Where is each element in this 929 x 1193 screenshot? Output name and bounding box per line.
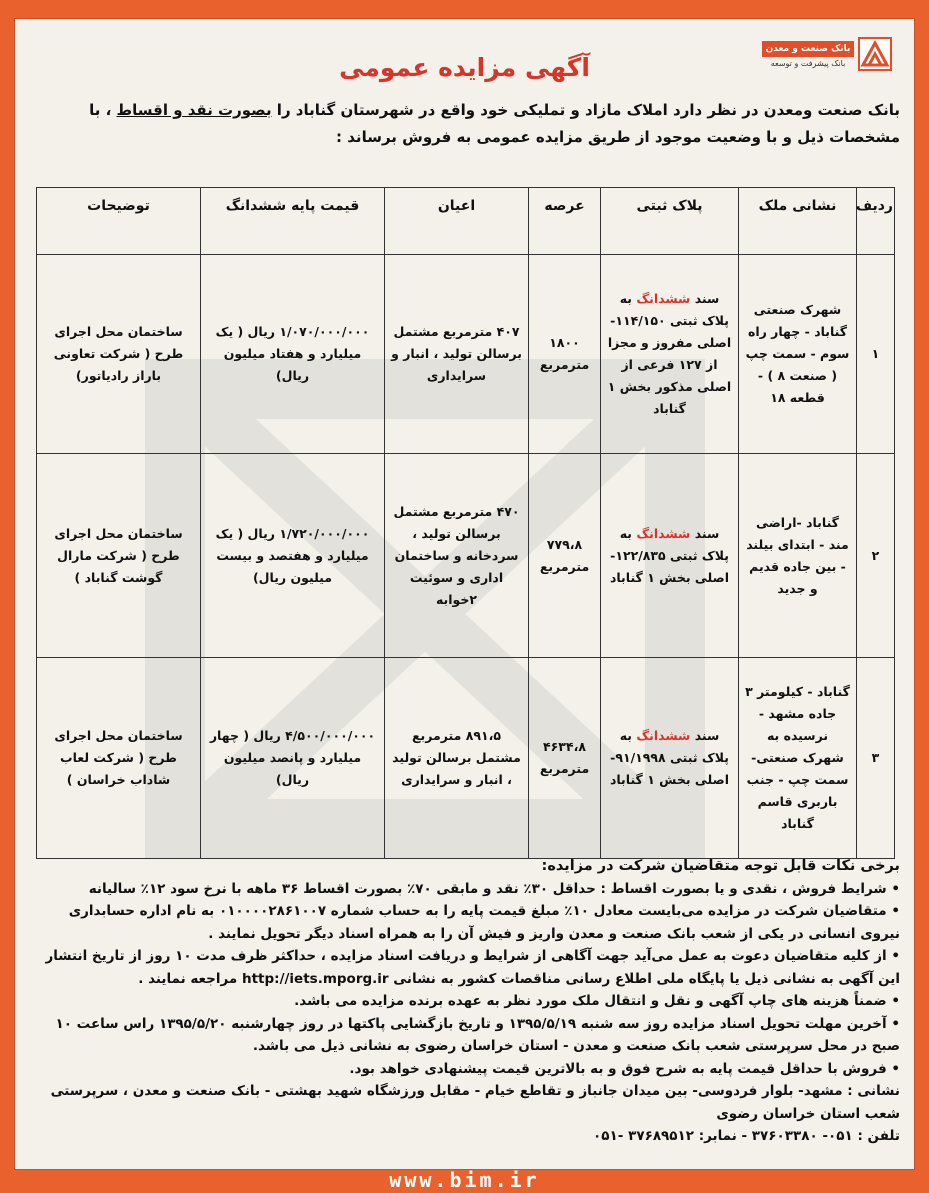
intro-text-1: بانک صنعت ومعدن در نظر دارد املاک مازاد و تملیکی خود واقع در شهرستان گناباد را xyxy=(271,101,900,119)
intro-text-2: ، با مشخصات ذیل و با وضعیت موجود از طریق مزایده عمومی به فروش برساند : xyxy=(89,101,900,146)
contact-address: نشانی : مشهد- بلوار فردوسی- بین میدان جانباز و تقاطع خیام - مقابل ورزشگاه شهید بهشتی - بانک صنعت و معدن ، سرپرستی شعب استان خراسان رضوی xyxy=(50,1083,900,1122)
plate-highlight: ششدانگ xyxy=(636,525,691,541)
cell-area: ۴۶۳۴،۸ مترمربع xyxy=(529,658,601,859)
note-item: • فروش با حداقل قیمت پایه به شرح فوق و به بالاترین قیمت پیشنهادی خواهد بود. xyxy=(349,1060,900,1077)
cell-plate xyxy=(601,255,739,454)
contact-phone: تلفن : ۰۵۱- ۳۷۶۰۳۳۸۰ - نمابر: ۳۷۶۸۹۵۱۲ -۰۵۱ xyxy=(593,1128,900,1144)
plate-highlight: ششدانگ xyxy=(636,291,691,306)
intro-underlined: بصورت نقد و اقساط xyxy=(116,101,272,119)
cell-row-no: ۳ xyxy=(857,658,895,859)
cell-building: ۴۷۰ مترمربع مشتمل برسالن تولید ، سردخانه و ساختمان اداری و سوئیت ۲خوابه xyxy=(385,454,529,658)
cell-building: ۸۹۱،۵ مترمربع مشتمل برسالن تولید ، انبار و سرایداری xyxy=(385,658,529,859)
plate-prefix: سند xyxy=(690,291,720,306)
plate-prefix: سند xyxy=(690,728,720,743)
cell-notes: ساختمان محل اجرای طرح ( شرکت مارال گوشت گناباد ) xyxy=(37,454,201,658)
cell-address: گناباد -اراضی مند - ابتدای بیلند - بین جاده قدیم و جدید xyxy=(739,454,857,658)
table-header-row xyxy=(37,188,895,255)
header-address: نشانی ملک xyxy=(739,188,857,255)
cell-address: شهرک صنعتی گناباد - چهار راه سوم - سمت چپ ( صنعت ۸ ) - قطعه ۱۸ xyxy=(739,255,857,454)
cell-row-no: ۱ xyxy=(857,255,895,454)
plate-suffix: به پلاک ثبتی ۱۲۲/۸۳۵-اصلی بخش ۱ گناباد xyxy=(609,525,730,585)
page-title: آگهی مزایده عمومی xyxy=(339,53,590,82)
table-row xyxy=(37,658,895,859)
cell-price: ۴/۵۰۰/۰۰۰/۰۰۰ ریال ( چهار میلیارد و پانصد میلیون ریال) xyxy=(201,658,385,859)
notes-heading: برخی نکات قابل توجه متقاضیان شرکت در مزایده: xyxy=(541,858,900,874)
intro-paragraph xyxy=(35,97,900,151)
cell-notes: ساختمان محل اجرای طرح ( شرکت لعاب شاداب خراسان ) xyxy=(37,658,201,859)
note-item: • شرایط فروش ، نقدی و یا بصورت اقساط : حداقل ۳۰٪ نقد و مابقی ۷۰٪ بصورت اقساط ۳۶ ماهه با نرخ سود ۱۲٪ سالیانه xyxy=(88,880,900,897)
header-price: قیمت پایه ششدانگ xyxy=(201,188,385,255)
logo-bank-name: بانک صنعت و معدن xyxy=(762,41,854,57)
notes-section xyxy=(35,855,900,1148)
advertisement-sheet xyxy=(14,18,915,1170)
plate-suffix: به پلاک ثبتی ۱۱۴/۱۵۰- اصلی مفروز و مجزا از ۱۲۷ فرعی از اصلی مذکور بخش ۱ گناباد xyxy=(607,291,732,416)
header-plate: پلاک ثبتی xyxy=(601,188,739,255)
table-row xyxy=(37,255,895,454)
cell-address: گناباد - کیلومتر ۳ جاده مشهد - نرسیده به شهرک صنعتی- سمت چپ - جنب باربری قاسم گناباد xyxy=(739,658,857,859)
property-table xyxy=(36,187,895,859)
table-row xyxy=(37,454,895,658)
header xyxy=(15,19,914,82)
cell-plate xyxy=(601,454,739,658)
cell-area: ۱۸۰۰ مترمربع xyxy=(529,255,601,454)
note-item: • ضمناً هزینه های چاپ آگهی و نقل و انتقال ملک مورد نظر به عهده برنده مزایده می باشد. xyxy=(294,993,900,1009)
note-item: • آخرین مهلت تحویل اسناد مزایده روز سه شنبه ۱۳۹۵/۵/۱۹ و تاریخ بازگشایی پاکتها در روز چهارشنبه ۱۳۹۵/۵/۲۰ راس ساعت ۱۰ صبح در محل سرپرستی شعب بانک صنعت و معدن - استان خراسان رضوی به نشانی ذیل می باشد. xyxy=(55,1015,900,1054)
cell-price: ۱/۷۲۰/۰۰۰/۰۰۰ ریال ( یک میلیارد و هفتصد و بیست میلیون ریال) xyxy=(201,454,385,658)
header-area: عرصه xyxy=(529,188,601,255)
cell-area: ۷۷۹،۸ مترمربع xyxy=(529,454,601,658)
header-row-no: ردیف xyxy=(857,188,895,255)
note-item: • متقاضیان شرکت در مزایده می‌بایست معادل ۱۰٪ مبلغ قیمت پایه را به حساب شماره ۰۱۰۰۰۰۲۸۶۱۰۰۷ به نام اداره حسابداری نیروی انسانی در یکی از شعب بانک صنعت و معدن واریز و فیش آن را به همراه اسناد دیگر تحویل نمایند . xyxy=(68,903,900,942)
footer-url-link[interactable]: www.bim.ir xyxy=(389,1168,540,1192)
cell-notes: ساختمان محل اجرای طرح ( شرکت تعاونی باراز رادیاتور) xyxy=(37,255,201,454)
cell-row-no: ۲ xyxy=(857,454,895,658)
plate-suffix: به پلاک ثبتی ۹۱/۱۹۹۸- اصلی بخش ۱ گناباد xyxy=(609,728,730,787)
header-building: اعیان xyxy=(385,188,529,255)
note-item: • از کلیه متقاضیان دعوت به عمل می‌آید جهت آگاهی از شرایط و دریافت اسناد مزایده ، حداکثر ظرف مدت ۱۰ روز از تاریخ انتشار این آگهی به نشانی ذیل یا پایگاه ملی اطلاع رسانی مناقصات کشور به نشانی http://iets.mporg.ir مراجعه نمایند . xyxy=(45,948,900,987)
plate-prefix: سند xyxy=(690,525,720,541)
cell-price: ۱/۰۷۰/۰۰۰/۰۰۰ ریال ( یک میلیارد و هفتاد میلیون ریال) xyxy=(201,255,385,454)
cell-plate xyxy=(601,658,739,859)
cell-building: ۴۰۷ مترمربع مشتمل برسالن تولید ، انبار و سرایداری xyxy=(385,255,529,454)
logo-tagline: بانک پیشرفت و توسعه xyxy=(770,59,846,68)
header-notes: توضیحات xyxy=(37,188,201,255)
plate-highlight: ششدانگ xyxy=(636,728,691,743)
